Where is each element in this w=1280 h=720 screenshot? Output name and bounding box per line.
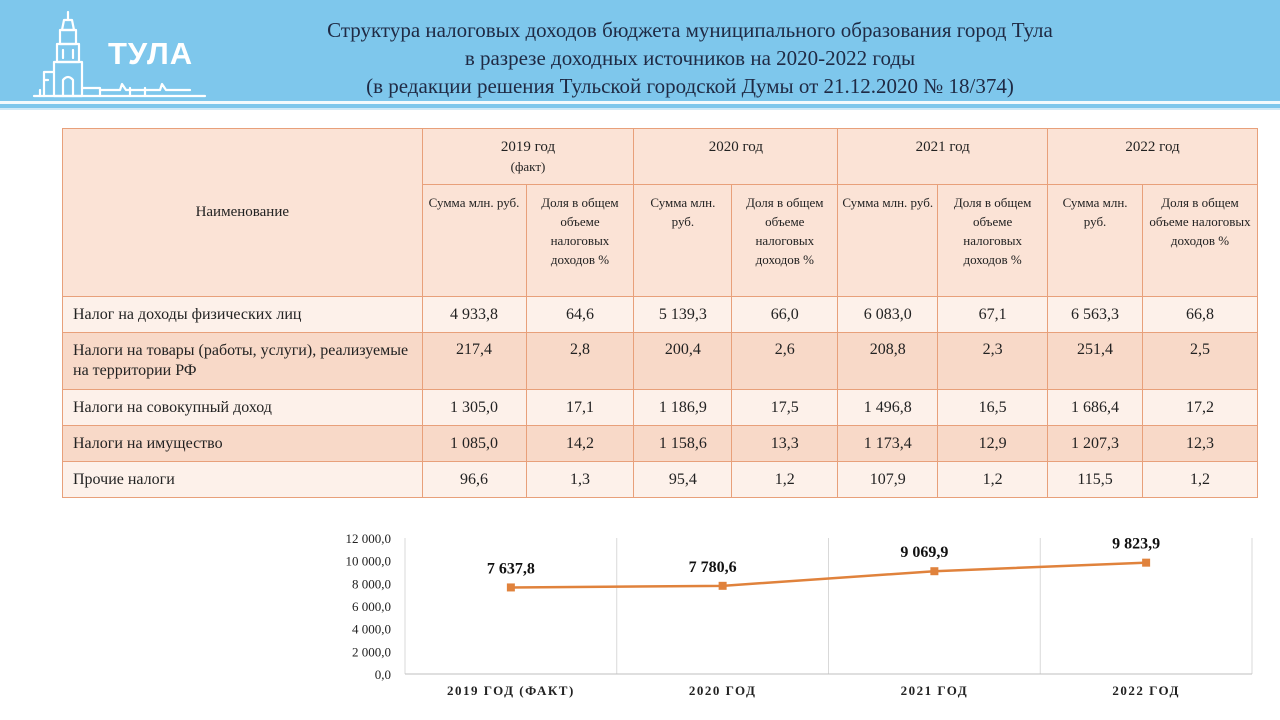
cell-value: 1,2 [732, 462, 838, 498]
year-label: 2021 год [915, 139, 970, 155]
share-header-2021: Доля в общем объеме налоговых доходов % [938, 185, 1048, 297]
title-line-3: (в редакции решения Тульской городской Думы от 21.12.2020 № 18/374) [366, 74, 1014, 98]
cell-value: 1,3 [526, 462, 634, 498]
y-tick-label: 0,0 [374, 667, 391, 682]
y-tick-label: 4 000,0 [352, 621, 391, 637]
cell-value: 1,2 [1143, 462, 1258, 498]
header-underline [0, 108, 1280, 110]
y-tick-label: 8 000,0 [352, 576, 391, 592]
table-row [63, 462, 1258, 498]
table-row [63, 390, 1258, 426]
cell-value: 1 085,0 [422, 426, 526, 462]
row-name: Налоги на совокупный доход [63, 390, 423, 426]
cell-value: 12,3 [1143, 426, 1258, 462]
sum-header-2021: Сумма млн. руб. [838, 185, 938, 297]
share-header-2019: Доля в общем объеме налоговых доходов % [526, 185, 634, 297]
cell-value: 16,5 [938, 390, 1048, 426]
year-header-2019 [422, 129, 634, 185]
table-row [63, 333, 1258, 390]
cell-value: 1 186,9 [634, 390, 732, 426]
cell-value: 1 207,3 [1048, 426, 1143, 462]
title-line-1: Структура налоговых доходов бюджета муниципального образования город Тула [327, 18, 1053, 42]
data-point [507, 583, 515, 591]
year-label: 2022 год [1125, 139, 1180, 155]
cell-value: 4 933,8 [422, 297, 526, 333]
cell-value: 17,5 [732, 390, 838, 426]
cell-value: 13,3 [732, 426, 838, 462]
data-label: 9 823,9 [1112, 535, 1161, 553]
row-name: Налоги на имущество [63, 426, 423, 462]
cell-value: 217,4 [422, 333, 526, 390]
cell-value: 96,6 [422, 462, 526, 498]
header-banner [0, 0, 1280, 108]
cell-value: 1 305,0 [422, 390, 526, 426]
cell-value: 66,8 [1143, 297, 1258, 333]
x-tick-label: 2022 ГОД [1112, 683, 1180, 698]
header-divider [0, 101, 1280, 104]
cell-value: 1 686,4 [1048, 390, 1143, 426]
name-column-header: Наименование [63, 129, 423, 297]
y-tick-label: 10 000,0 [345, 553, 391, 569]
y-tick-label: 2 000,0 [352, 644, 391, 660]
logo-text: ТУЛА [108, 36, 194, 71]
cell-value: 1 158,6 [634, 426, 732, 462]
cell-value: 200,4 [634, 333, 732, 390]
cell-value: 2,6 [732, 333, 838, 390]
tax-structure-table [62, 128, 1258, 498]
share-header-2020: Доля в общем объеме налоговых доходов % [732, 185, 838, 297]
row-name: Налог на доходы физических лиц [63, 297, 423, 333]
data-label: 9 069,9 [900, 544, 949, 562]
cell-value: 64,6 [526, 297, 634, 333]
cell-value: 5 139,3 [634, 297, 732, 333]
row-name: Прочие налоги [63, 462, 423, 498]
data-label: 7 780,6 [688, 558, 737, 576]
year-header-2021 [838, 129, 1048, 185]
cell-value: 17,1 [526, 390, 634, 426]
year-header-2022 [1048, 129, 1258, 185]
cell-value: 2,5 [1143, 333, 1258, 390]
sum-header-2022: Сумма млн. руб. [1048, 185, 1143, 297]
cell-value: 6 563,3 [1048, 297, 1143, 333]
cell-value: 1 496,8 [838, 390, 938, 426]
data-point [719, 582, 727, 590]
data-point [930, 567, 938, 575]
cell-value: 2,3 [938, 333, 1048, 390]
cell-value: 251,4 [1048, 333, 1143, 390]
cell-value: 1 173,4 [838, 426, 938, 462]
cell-value: 208,8 [838, 333, 938, 390]
x-tick-label: 2019 ГОД (ФАКТ) [446, 683, 575, 698]
data-label: 7 637,8 [486, 560, 535, 578]
share-header-2022: Доля в общем объеме налоговых доходов % [1143, 185, 1258, 297]
y-tick-label: 12 000,0 [345, 531, 391, 546]
title-line-2: в разрезе доходных источников на 2020-2022 годы [464, 46, 916, 70]
x-tick-label: 2021 ГОД [900, 683, 969, 698]
data-point [1142, 559, 1150, 567]
table-row [63, 426, 1258, 462]
year-label: 2019 год [500, 139, 556, 155]
cell-value: 107,9 [838, 462, 938, 498]
cell-value: 6 083,0 [838, 297, 938, 333]
row-name: Налоги на товары (работы, услуги), реализуемые на территории РФ [63, 333, 423, 390]
sum-header-2019: Сумма млн. руб. [422, 185, 526, 297]
cell-value: 12,9 [938, 426, 1048, 462]
table-row [63, 297, 1258, 333]
page-title [240, 16, 1140, 100]
cell-value: 17,2 [1143, 390, 1258, 426]
y-tick-label: 6 000,0 [352, 599, 391, 614]
cell-value: 115,5 [1048, 462, 1143, 498]
cell-value: 1,2 [938, 462, 1048, 498]
tax-revenue-line-chart [330, 526, 1270, 720]
cell-value: 67,1 [938, 297, 1048, 333]
year-header-2020 [634, 129, 838, 185]
sum-header-2020: Сумма млн. руб. [634, 185, 732, 297]
cell-value: 66,0 [732, 297, 838, 333]
cell-value: 95,4 [634, 462, 732, 498]
cell-value: 2,8 [526, 333, 634, 390]
year-note: (факт) [510, 159, 546, 174]
x-tick-label: 2020 ГОД [688, 683, 757, 698]
year-label: 2020 год [708, 139, 763, 155]
cell-value: 14,2 [526, 426, 634, 462]
